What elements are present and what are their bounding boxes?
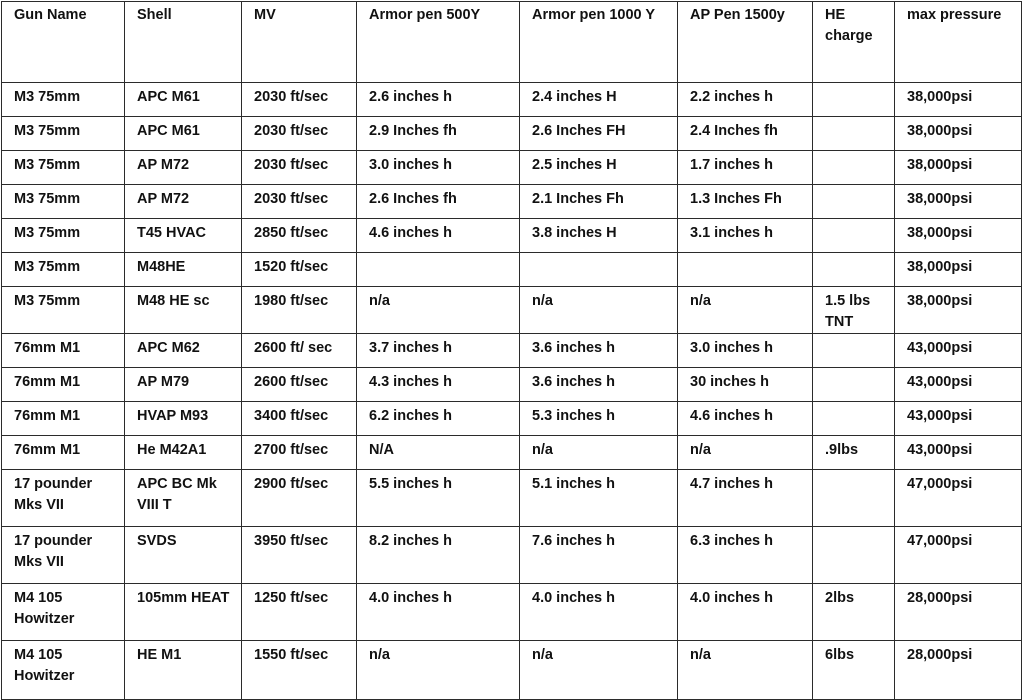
cell-shell: 105mm HEAT xyxy=(125,584,242,641)
cell-max-pressure: 38,000psi xyxy=(895,219,1022,253)
cell-armor-pen-500y: 5.5 inches h xyxy=(357,470,520,527)
cell-armor-pen-500y xyxy=(357,253,520,287)
cell-max-pressure: 43,000psi xyxy=(895,334,1022,368)
cell-mv: 1250 ft/sec xyxy=(242,584,357,641)
cell-gun-name: 76mm M1 xyxy=(2,436,125,470)
table-row xyxy=(2,334,1022,368)
cell-armor-pen-500y: n/a xyxy=(357,287,520,334)
table-row xyxy=(2,185,1022,219)
cell-armor-pen-1000y: n/a xyxy=(520,287,678,334)
header-gun-name: Gun Name xyxy=(2,2,125,83)
cell-max-pressure: 43,000psi xyxy=(895,402,1022,436)
cell-mv: 2030 ft/sec xyxy=(242,117,357,151)
cell-shell: SVDS xyxy=(125,527,242,584)
cell-armor-pen-1000y: 3.8 inches H xyxy=(520,219,678,253)
cell-shell: APC M61 xyxy=(125,117,242,151)
cell-armor-pen-1000y xyxy=(520,253,678,287)
cell-mv: 2850 ft/sec xyxy=(242,219,357,253)
cell-gun-name: M4 105 Howitzer xyxy=(2,641,125,700)
cell-mv: 2900 ft/sec xyxy=(242,470,357,527)
cell-shell: M48 HE sc xyxy=(125,287,242,334)
table-row xyxy=(2,527,1022,584)
cell-max-pressure: 38,000psi xyxy=(895,253,1022,287)
cell-gun-name: 17 pounder Mks VII xyxy=(2,527,125,584)
cell-armor-pen-500y: 2.6 inches h xyxy=(357,83,520,117)
cell-gun-name: M4 105 Howitzer xyxy=(2,584,125,641)
cell-max-pressure: 38,000psi xyxy=(895,287,1022,334)
cell-max-pressure: 47,000psi xyxy=(895,470,1022,527)
cell-mv: 1980 ft/sec xyxy=(242,287,357,334)
cell-mv: 2600 ft/sec xyxy=(242,368,357,402)
cell-armor-pen-1000y: 3.6 inches h xyxy=(520,334,678,368)
table-row xyxy=(2,253,1022,287)
cell-he-charge xyxy=(813,83,895,117)
cell-gun-name: 76mm M1 xyxy=(2,368,125,402)
cell-gun-name: M3 75mm xyxy=(2,117,125,151)
cell-shell: T45 HVAC xyxy=(125,219,242,253)
table-row xyxy=(2,470,1022,527)
cell-ap-pen-1500y xyxy=(678,253,813,287)
table-row xyxy=(2,402,1022,436)
cell-ap-pen-1500y: 4.0 inches h xyxy=(678,584,813,641)
cell-gun-name: M3 75mm xyxy=(2,83,125,117)
cell-mv: 2030 ft/sec xyxy=(242,151,357,185)
header-ap-pen-1500y: AP Pen 1500y xyxy=(678,2,813,83)
cell-ap-pen-1500y: 2.4 Inches fh xyxy=(678,117,813,151)
cell-he-charge xyxy=(813,334,895,368)
cell-gun-name: M3 75mm xyxy=(2,287,125,334)
cell-max-pressure: 38,000psi xyxy=(895,185,1022,219)
cell-he-charge xyxy=(813,219,895,253)
table-row xyxy=(2,368,1022,402)
table-row xyxy=(2,436,1022,470)
cell-he-charge xyxy=(813,368,895,402)
cell-armor-pen-1000y: 5.3 inches h xyxy=(520,402,678,436)
cell-ap-pen-1500y: 4.6 inches h xyxy=(678,402,813,436)
cell-mv: 3950 ft/sec xyxy=(242,527,357,584)
cell-max-pressure: 43,000psi xyxy=(895,436,1022,470)
cell-armor-pen-500y: 2.9 Inches fh xyxy=(357,117,520,151)
cell-he-charge: 1.5 lbs TNT xyxy=(813,287,895,334)
table-row xyxy=(2,151,1022,185)
cell-ap-pen-1500y: 3.1 inches h xyxy=(678,219,813,253)
cell-max-pressure: 38,000psi xyxy=(895,83,1022,117)
cell-gun-name: M3 75mm xyxy=(2,151,125,185)
cell-he-charge xyxy=(813,253,895,287)
header-he-charge: HE charge xyxy=(813,2,895,83)
cell-armor-pen-500y: 2.6 Inches fh xyxy=(357,185,520,219)
cell-max-pressure: 28,000psi xyxy=(895,584,1022,641)
cell-ap-pen-1500y: 30 inches h xyxy=(678,368,813,402)
header-row xyxy=(2,2,1022,83)
cell-mv: 2600 ft/ sec xyxy=(242,334,357,368)
header-armor-pen-500y: Armor pen 500Y xyxy=(357,2,520,83)
cell-ap-pen-1500y: 1.7 inches h xyxy=(678,151,813,185)
cell-max-pressure: 38,000psi xyxy=(895,151,1022,185)
cell-ap-pen-1500y: n/a xyxy=(678,641,813,700)
table-row xyxy=(2,584,1022,641)
cell-mv: 1550 ft/sec xyxy=(242,641,357,700)
cell-shell: APC M62 xyxy=(125,334,242,368)
cell-armor-pen-500y: 3.7 inches h xyxy=(357,334,520,368)
cell-shell: HVAP M93 xyxy=(125,402,242,436)
cell-armor-pen-1000y: 2.6 Inches FH xyxy=(520,117,678,151)
cell-max-pressure: 28,000psi xyxy=(895,641,1022,700)
cell-gun-name: M3 75mm xyxy=(2,219,125,253)
cell-armor-pen-500y: 4.0 inches h xyxy=(357,584,520,641)
cell-shell: APC BC Mk VIII T xyxy=(125,470,242,527)
cell-he-charge xyxy=(813,402,895,436)
cell-ap-pen-1500y: 3.0 inches h xyxy=(678,334,813,368)
cell-armor-pen-1000y: 2.5 inches H xyxy=(520,151,678,185)
cell-mv: 2700 ft/sec xyxy=(242,436,357,470)
cell-he-charge xyxy=(813,527,895,584)
cell-max-pressure: 38,000psi xyxy=(895,117,1022,151)
table-row xyxy=(2,641,1022,700)
cell-gun-name: M3 75mm xyxy=(2,185,125,219)
cell-armor-pen-500y: 8.2 inches h xyxy=(357,527,520,584)
table-row xyxy=(2,287,1022,334)
cell-shell: HE M1 xyxy=(125,641,242,700)
cell-armor-pen-1000y: n/a xyxy=(520,436,678,470)
cell-armor-pen-1000y: 7.6 inches h xyxy=(520,527,678,584)
header-armor-pen-1000y: Armor pen 1000 Y xyxy=(520,2,678,83)
table-body xyxy=(2,83,1022,700)
cell-mv: 3400 ft/sec xyxy=(242,402,357,436)
cell-armor-pen-500y: 6.2 inches h xyxy=(357,402,520,436)
cell-armor-pen-500y: N/A xyxy=(357,436,520,470)
cell-he-charge xyxy=(813,117,895,151)
cell-armor-pen-1000y: 4.0 inches h xyxy=(520,584,678,641)
cell-ap-pen-1500y: 6.3 inches h xyxy=(678,527,813,584)
cell-he-charge xyxy=(813,185,895,219)
header-shell: Shell xyxy=(125,2,242,83)
cell-armor-pen-1000y: n/a xyxy=(520,641,678,700)
cell-shell: M48HE xyxy=(125,253,242,287)
cell-gun-name: M3 75mm xyxy=(2,253,125,287)
cell-armor-pen-1000y: 5.1 inches h xyxy=(520,470,678,527)
cell-he-charge: .9lbs xyxy=(813,436,895,470)
cell-gun-name: 76mm M1 xyxy=(2,334,125,368)
cell-gun-name: 76mm M1 xyxy=(2,402,125,436)
table-row xyxy=(2,117,1022,151)
cell-ap-pen-1500y: 2.2 inches h xyxy=(678,83,813,117)
cell-gun-name: 17 pounder Mks VII xyxy=(2,470,125,527)
cell-ap-pen-1500y: 4.7 inches h xyxy=(678,470,813,527)
cell-he-charge: 6lbs xyxy=(813,641,895,700)
cell-armor-pen-1000y: 2.4 inches H xyxy=(520,83,678,117)
cell-max-pressure: 43,000psi xyxy=(895,368,1022,402)
cell-shell: APC M61 xyxy=(125,83,242,117)
cell-he-charge xyxy=(813,470,895,527)
cell-he-charge xyxy=(813,151,895,185)
cell-mv: 1520 ft/sec xyxy=(242,253,357,287)
cell-armor-pen-500y: n/a xyxy=(357,641,520,700)
cell-armor-pen-500y: 4.3 inches h xyxy=(357,368,520,402)
cell-shell: AP M79 xyxy=(125,368,242,402)
cell-mv: 2030 ft/sec xyxy=(242,185,357,219)
header-mv: MV xyxy=(242,2,357,83)
cell-armor-pen-1000y: 3.6 inches h xyxy=(520,368,678,402)
cell-ap-pen-1500y: n/a xyxy=(678,287,813,334)
table-row xyxy=(2,219,1022,253)
cell-shell: He M42A1 xyxy=(125,436,242,470)
cell-armor-pen-500y: 4.6 inches h xyxy=(357,219,520,253)
cell-shell: AP M72 xyxy=(125,185,242,219)
table-row xyxy=(2,83,1022,117)
cell-armor-pen-500y: 3.0 inches h xyxy=(357,151,520,185)
gun-data-table xyxy=(1,1,1022,700)
cell-shell: AP M72 xyxy=(125,151,242,185)
cell-armor-pen-1000y: 2.1 Inches Fh xyxy=(520,185,678,219)
header-max-pressure: max pressure xyxy=(895,2,1022,83)
cell-ap-pen-1500y: n/a xyxy=(678,436,813,470)
cell-he-charge: 2lbs xyxy=(813,584,895,641)
cell-ap-pen-1500y: 1.3 Inches Fh xyxy=(678,185,813,219)
cell-max-pressure: 47,000psi xyxy=(895,527,1022,584)
cell-mv: 2030 ft/sec xyxy=(242,83,357,117)
